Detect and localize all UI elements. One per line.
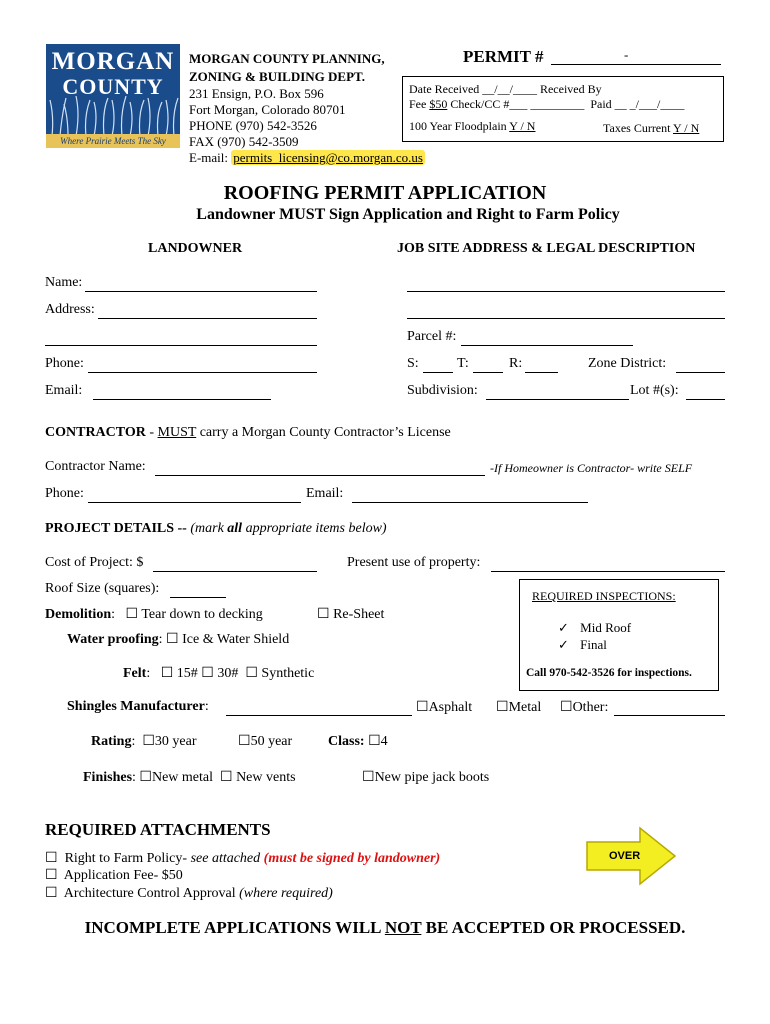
cost-field[interactable]: [153, 571, 317, 572]
ice-water-label: Ice & Water Shield: [182, 632, 290, 647]
new-metal-checkbox[interactable]: ☐: [139, 770, 152, 785]
landowner-heading: LANDOWNER: [148, 241, 243, 256]
check-icon: ✓: [558, 637, 569, 652]
over-label: OVER: [609, 850, 641, 862]
landowner-phone-label: Phone:: [45, 356, 84, 371]
new-metal-label: New metal: [151, 770, 213, 785]
other-checkbox[interactable]: ☐: [560, 700, 573, 715]
attachments-heading: REQUIRED ATTACHMENTS: [45, 820, 271, 839]
section-label: S:: [407, 356, 419, 371]
fee-amount: $50: [429, 97, 448, 111]
attachment-1-label: Right to Farm Policy-: [64, 851, 188, 866]
attachment-item-2: [45, 867, 183, 884]
demolition-label: Demolition: [45, 607, 112, 622]
tear-down-label: Tear down to decking: [141, 607, 263, 622]
taxes-label: Taxes Current: [603, 121, 674, 135]
morgan-county-logo: [46, 44, 180, 148]
dept-phone: PHONE (970) 542-3526: [189, 118, 317, 133]
felt-15-checkbox[interactable]: ☐: [160, 666, 174, 681]
dept-address2: Fort Morgan, Colorado 80701: [189, 102, 346, 117]
lot-label: Lot #(s):: [630, 383, 679, 398]
landowner-phone-field[interactable]: [88, 372, 317, 373]
resheet-checkbox[interactable]: ☐: [317, 607, 330, 622]
new-pipe-option: [362, 769, 489, 786]
class-label: Class:: [328, 734, 365, 749]
logo-tagline: Where Prairie Meets The Sky: [46, 134, 180, 148]
asphalt-checkbox[interactable]: ☐: [416, 700, 429, 715]
shingles-row: Shingles Manufacturer:: [67, 699, 213, 714]
permit-dash: -: [624, 47, 629, 62]
inspection-mid-roof-label: Mid Roof: [580, 620, 632, 635]
class-option: [328, 733, 388, 750]
rating-label: Rating: [91, 734, 132, 749]
roof-size-field[interactable]: [170, 597, 226, 598]
shingles-manufacturer-field[interactable]: [226, 715, 412, 716]
footer-not: NOT: [384, 918, 422, 937]
new-vents-label: New vents: [236, 770, 296, 785]
inspection-final-label: Final: [580, 637, 607, 652]
landowner-address-label: Address:: [45, 302, 95, 317]
taxes-row: [603, 121, 699, 136]
metal-option: [496, 699, 541, 716]
inspections-call: Call 970-542-3526 for inspections.: [526, 667, 692, 679]
floodplain-label: 100 Year Floodplain: [409, 119, 510, 133]
water-proofing-row: Water proofing: ☐ Ice & Water Shield: [67, 632, 290, 647]
permit-number-field[interactable]: [551, 64, 721, 65]
rating-50-label: 50 year: [250, 734, 293, 749]
fee-label: Fee: [409, 97, 430, 111]
landowner-email-label: Email:: [45, 383, 83, 398]
required-inspections-box: [519, 579, 719, 691]
dept-email-link[interactable]: permits_licensing@co.morgan.co.us: [233, 150, 423, 165]
attachment-2-label: Application Fee- $50: [63, 868, 183, 883]
new-pipe-label: New pipe jack boots: [374, 770, 490, 785]
date-received: Date Received __/__/____ Received By: [409, 82, 602, 96]
lot-field[interactable]: [686, 399, 725, 400]
page-title: ROOFING PERMIT APPLICATION: [223, 182, 547, 204]
jobsite-heading: JOB SITE ADDRESS & LEGAL DESCRIPTION: [397, 241, 696, 256]
other-label: Other:: [572, 700, 609, 715]
felt-synthetic-label: Synthetic: [261, 666, 315, 681]
landowner-name-label: Name:: [45, 275, 83, 290]
inspections-heading: REQUIRED INSPECTIONS:: [532, 589, 676, 603]
attachment-3-checkbox[interactable]: ☐: [45, 886, 58, 901]
inspection-final: [558, 637, 607, 653]
contractor-email-field[interactable]: [352, 502, 588, 503]
fee-row: [409, 97, 684, 112]
section-field[interactable]: [423, 372, 453, 373]
project-note-all: all: [227, 521, 243, 536]
resheet-label: Re-Sheet: [333, 607, 385, 622]
metal-checkbox[interactable]: ☐: [496, 700, 509, 715]
floodplain-row: [409, 119, 535, 134]
taxes-yn[interactable]: Y / N: [673, 121, 700, 135]
resheet-row: [317, 606, 384, 623]
contractor-heading: CONTRACTOR: [45, 425, 146, 440]
township-label: T:: [457, 356, 469, 371]
prairie-grass-icon: [46, 96, 180, 136]
landowner-address-line2[interactable]: [45, 345, 317, 346]
logo-text-morgan: MORGAN: [51, 48, 175, 75]
attachment-1-checkbox[interactable]: ☐: [45, 851, 58, 866]
parcel-label: Parcel #:: [407, 329, 457, 344]
ice-water-checkbox[interactable]: ☐: [166, 632, 179, 647]
present-use-label: Present use of property:: [347, 555, 481, 570]
contractor-heading-rest: carry a Morgan County Contractor’s License: [196, 425, 451, 440]
landowner-email-field[interactable]: [93, 399, 271, 400]
felt-15-label: 15#: [176, 666, 198, 681]
water-proofing-label: Water proofing: [67, 632, 159, 647]
zone-district-field[interactable]: [676, 372, 725, 373]
felt-30-label: 30#: [217, 666, 239, 681]
rating-30-label: 30 year: [154, 734, 197, 749]
over-arrow-button[interactable]: [585, 826, 677, 886]
attachment-1-warning: (must be signed by landowner): [263, 851, 441, 866]
contractor-phone-field[interactable]: [88, 502, 301, 503]
range-label: R:: [509, 356, 523, 371]
felt-30-checkbox[interactable]: ☐: [201, 666, 214, 681]
finishes-label: Finishes: [83, 770, 133, 785]
footer-text-b: BE ACCEPTED OR PROCESSED.: [421, 918, 686, 937]
shingles-label: Shingles Manufacturer: [67, 699, 205, 714]
check-icon: ✓: [558, 620, 569, 635]
jobsite-address-line2[interactable]: [407, 318, 725, 319]
finishes-row: Finishes: ☐New metal ☐ New vents: [83, 770, 296, 785]
contractor-phone-label: Phone:: [45, 486, 84, 501]
dept-email-row: [189, 150, 425, 166]
asphalt-label: Asphalt: [428, 700, 473, 715]
class-4-checkbox[interactable]: ☐: [368, 734, 381, 749]
floodplain-yn[interactable]: Y / N: [509, 119, 536, 133]
roof-size-label: Roof Size (squares):: [45, 581, 160, 596]
subdivision-field[interactable]: [486, 399, 629, 400]
footer-warning: [0, 918, 770, 938]
new-pipe-checkbox[interactable]: ☐: [362, 770, 375, 785]
rating-row: Rating: ☐30 year: [91, 734, 197, 749]
jobsite-address-line1[interactable]: [407, 291, 725, 292]
page-subtitle: Landowner MUST Sign Application and Right to Farm Policy: [196, 206, 620, 223]
fee-rest: Check/CC #___ _________ Paid __ _/___/____: [447, 97, 685, 111]
attachment-item-1: [45, 850, 440, 867]
rating-50-checkbox[interactable]: ☐: [238, 734, 251, 749]
attachment-item-3: [45, 885, 333, 902]
range-field[interactable]: [525, 372, 558, 373]
contractor-heading-row: [45, 425, 451, 441]
rating-50-option: [238, 733, 292, 750]
contractor-self-note: -If Homeowner is Contractor- write SELF: [490, 461, 693, 475]
contractor-name-field[interactable]: [155, 475, 485, 476]
inspection-mid-roof: [558, 620, 631, 636]
logo-text-county: COUNTY: [62, 74, 164, 99]
project-heading: PROJECT DETAILS --: [45, 521, 187, 536]
subdivision-label: Subdivision:: [407, 383, 478, 398]
class-4-label: 4: [380, 734, 388, 749]
contractor-email-label: Email:: [306, 486, 344, 501]
metal-label: Metal: [508, 700, 542, 715]
parcel-field[interactable]: [461, 345, 633, 346]
zone-district-label: Zone District:: [588, 356, 667, 371]
project-note-a: (mark: [186, 521, 228, 536]
contractor-name-label: Contractor Name:: [45, 459, 146, 474]
felt-row: Felt: ☐ 15# ☐ 30# ☐ Synthetic: [123, 666, 315, 681]
tear-down-checkbox[interactable]: ☐: [125, 607, 139, 622]
felt-synthetic-checkbox[interactable]: ☐: [245, 666, 258, 681]
project-heading-row: [45, 521, 387, 537]
attachment-3-note: (where required): [235, 886, 333, 901]
cost-label: Cost of Project: $: [45, 555, 144, 570]
attachment-2-checkbox[interactable]: ☐: [45, 868, 58, 883]
dept-address1: 231 Ensign, P.O. Box 596: [189, 86, 324, 101]
project-note-c: appropriate items below): [242, 521, 387, 536]
attachment-1-note: see attached: [187, 851, 264, 866]
present-use-field[interactable]: [491, 571, 725, 572]
felt-label: Felt: [123, 666, 147, 681]
demolition-row: Demolition: ☐ Tear down to decking: [45, 607, 263, 622]
other-field[interactable]: [614, 715, 725, 716]
email-label: E-mail:: [189, 150, 228, 165]
rating-30-checkbox[interactable]: ☐: [142, 734, 155, 749]
other-option: [560, 699, 608, 716]
permit-number-label: PERMIT #: [463, 47, 544, 66]
township-field[interactable]: [473, 372, 503, 373]
dept-name-line1: MORGAN COUNTY PLANNING,: [189, 51, 385, 66]
footer-text-a: INCOMPLETE APPLICATIONS WILL: [84, 918, 385, 937]
landowner-name-field[interactable]: [85, 291, 317, 292]
contractor-heading-sep: -: [145, 425, 158, 440]
dept-fax: FAX (970) 542-3509: [189, 134, 299, 149]
asphalt-option: [416, 699, 472, 716]
attachment-3-label: Architecture Control Approval: [63, 886, 236, 901]
office-use-box: [402, 76, 724, 142]
dept-name-line2: ZONING & BUILDING DEPT.: [189, 69, 366, 84]
landowner-address-line1[interactable]: [98, 318, 317, 319]
new-vents-checkbox[interactable]: ☐: [220, 770, 233, 785]
contractor-must: MUST: [157, 425, 197, 440]
